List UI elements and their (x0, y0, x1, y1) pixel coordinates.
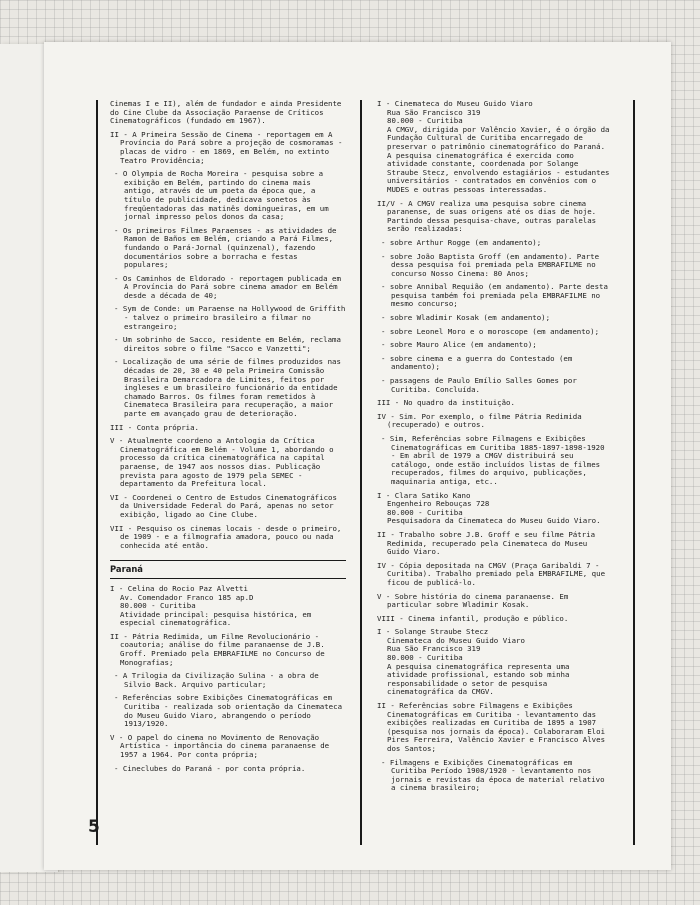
entry-paragraph: I - Celina do Rocio Paz Alvetti Av. Comendador Franco 185 ap.D 80.000 - Curitiba Atividade principal: pesquisa histórica, em especial cinematográfica. (110, 583, 312, 628)
entry-paragraph: IV - Sim. Por exemplo, o filme Pátria Redimida (recuperado) e outros. (377, 411, 582, 430)
center-column-rule (360, 100, 362, 845)
section-heading-parana: Paraná (110, 564, 143, 575)
entry-paragraph: - sobre João Baptista Groff (em andamento). Parte dessa pesquisa foi premiada pela EMBRAFILME no concurso Nosso Cinema: 80 Anos; (381, 251, 600, 278)
entry-paragraph: IV - Cópia depositada na CMGV (Praça Garibaldi 7 - Curitiba). Trabalho premiado pela EMBRAFILME, que ficou de publicá-lo. (377, 560, 606, 587)
entry-paragraph: I - Cinemateca do Museu Guido Viaro Rua São Francisco 319 80.000 - Curitiba A CMGV, dirigida por Valêncio Xavier, é o órgão da Fundação Cultural de Curitiba encarregado de preservar o patrimônio cinematográfico do Paraná. A pesquisa cinematográfica é exercida como atividade constante, coordenada por Solange Straube Stecz, envolvendo estagiários - estudantes universitários - contratados em convênios com o MUDES e outras pessoas interessadas. (377, 99, 610, 194)
entry-paragraph: II - A Primeira Sessão de Cinema - reportagem em A Província do Pará sobre a projeção de cosmoramas - placas de vidro - em 1869, em Belém, no extinto Teatro Providência; (110, 129, 343, 165)
entry-paragraph: II - Pátria Redimida, um Filme Revolucionário - coautoria; análise do filme paranaense de J.B. Groff. Premiado pela EMBRAFILME no Concurso de Monografias; (110, 631, 325, 667)
entry-paragraph: - Localização de uma série de filmes produzidos nas décadas de 20, 30 e 40 pela Primeira Comissão Brasileira Demarcadora de Limites, feitos por ingleses e um brasileiro funcionário da entidade chamado Barros. Os filmes foram remetidos à Cinemateca Brasileira para recuperação, a maior parte em avançado grau de deterioração. (114, 357, 341, 418)
entry-paragraph: I - Solange Straube Stecz Cinemateca do Museu Guido Viaro Rua São Francisco 319 80.000 - Curitiba A pesquisa cinematográfica representa uma atividade profissional, estando sob minha responsabilidade o setor de pesquisa cinematográfica da CMGV. (377, 627, 570, 697)
entry-paragraph: VI - Coordenei o Centro de Estudos Cinematográficos da Universidade Federal do Pará, apenas no setor exibição, ligado ao Cine Clube. (110, 492, 337, 519)
entry-paragraph: - Filmagens e Exibições Cinematográficas em Curitiba Período 1908/1920 - levantamento nos jornais e revistas da época de material relativo a cinema brasileiro; (381, 757, 605, 793)
left-column-rule (96, 100, 98, 845)
document-page (44, 42, 671, 870)
right-column-entries (377, 100, 612, 793)
section-rule-bottom (110, 578, 346, 579)
entry-paragraph: - sobre Annibal Requião (em andamento). Parte desta pesquisa também foi premiada pela EMBRAFILME no mesmo concurso; (381, 282, 608, 309)
entry-paragraph: VIII - Cinema infantil, produção e público. (377, 613, 569, 623)
left-column (110, 100, 346, 778)
entry-paragraph: - sobre Leonel Moro e o moroscope (em andamento); (381, 326, 600, 336)
right-column (377, 100, 612, 798)
entry-paragraph: - Sim, Referências sobre Filmagens e Exibições Cinematográficas em Curitiba 1885-1897-1898-1920 - Em abril de 1979 a CMGV distribuirá seu catálogo, onde estão incluídos listas de filmes recuperados, filmes do arquivo, publicações, maquinaria antiga, etc.. (381, 434, 605, 486)
entry-paragraph: - passagens de Paulo Emílio Salles Gomes por Curitiba. Concluída. (381, 376, 577, 394)
entry-paragraph: V - Sobre história do cinema paranaense. Em particular sobre Wladimir Kosak. (377, 591, 569, 610)
entry-paragraph: V - O papel do cinema no Movimento de Renovação Artística - importância do cinema paranaense de 1957 a 1964. Por conta própria; (110, 732, 330, 759)
page-number: 5 (88, 817, 100, 837)
entry-paragraph: II - Trabalho sobre J.B. Groff e seu filme Pátria Redimida, recuperado pela Cinemateca do Museu Guido Viaro. (377, 529, 596, 557)
left-column-bottom-entries (110, 585, 346, 773)
entry-paragraph: - Um sobrinho de Sacco, residente em Belém, reclama direitos sobre o filme "Sacco e Vanzetti"; (114, 335, 341, 353)
entry-paragraph: - Sym de Conde: um Paraense na Hollywood de Griffith - talvez o primeiro brasileiro a filmar no estrangeiro; (114, 304, 346, 331)
entry-paragraph: V - Atualmente coordeno a Antologia da Crítica Cinematográfica em Belém - Volume 1, abordando o processo da crítica cinematográfica na capital paraense, de 1947 aos nossos dias. Publicação prevista para agosto de 1979 pela SEMEC - departamento da Prefeitura local. (110, 436, 334, 489)
entry-paragraph: Cinemas I e II), além de fundador e ainda Presidente do Cine Clube da Associação Paraense de Críticos Cinematográficos (fundado em 1967). (110, 99, 342, 126)
entry-paragraph: - sobre Wladimir Kosak (em andamento); (381, 313, 551, 323)
entry-paragraph: VII - Pesquiso os cinemas locais - desde o primeiro, de 1909 - e a filmografia amadora, pouco ou nada conhecida até então. (110, 523, 342, 550)
left-column-top-entries (110, 100, 346, 550)
section-rule-top (110, 560, 346, 561)
entry-paragraph: - O Olympia de Rocha Moreira - pesquisa sobre a exibição em Belém, partindo do cinema mais antigo, através de um poeta da época que, a título de publicidade, dedicava sonetos às freqüentadoras das matinês domingueiras, em um jornal impresso pelos donos da casa; (114, 169, 329, 222)
entry-paragraph: - Cineclubes do Paraná - por conta própria. (114, 763, 306, 773)
entry-paragraph: - Os primeiros Filmes Paraenses - as atividades de Ramon de Baños em Belém, criando a Pará Filmes, fundando o Pará-Jornal (quinzenal), fazendo documentários sobre a borracha e festas populares; (114, 225, 337, 270)
entry-paragraph: - A Trilogia da Civilização Sulina - a obra de Silvio Back. Arquivo particular; (114, 671, 319, 689)
entry-paragraph: III - Conta própria. (110, 422, 199, 432)
entry-paragraph: II/V - A CMGV realiza uma pesquisa sobre cinema paranense, de suas origens até os dias de hoje. Partindo dessa pesquisa-chave, outras paralelas serão realizadas: (377, 198, 597, 234)
entry-paragraph: II - Referências sobre Filmagens e Exibições Cinematográficas em Curitiba - levantamento das exibições realizadas em Curitiba de 1895 a 1907 (pesquisa nos jornais da época). Colaboraram Eloi Pires Ferreira, Valêncio Xavier e Francisco Alves dos Santos; (377, 701, 606, 753)
entry-paragraph: I - Clara Satiko Kano Engenheiro Rebouças 728 80.000 - Curitiba Pesquisadora da Cinemateca do Museu Guido Viaro. (377, 490, 601, 526)
entry-paragraph: - sobre Mauro Alice (em andamento); (381, 340, 537, 350)
entry-paragraph: - Referências sobre Exibições Cinematográficas em Curitiba - realizada sob orientação da Cinemateca do Museu Guido Viaro, abrangendo o período 1913/1920. (114, 693, 343, 729)
entry-paragraph: - sobre Arthur Rogge (em andamento); (381, 237, 542, 247)
entry-paragraph: - Os Caminhos de Eldorado - reportagem publicada em A Província do Pará sobre cinema amador em Belém desde a década de 40; (114, 273, 341, 300)
entry-paragraph: - sobre cinema e a guerra do Contestado (em andamento); (381, 353, 573, 372)
right-column-rule (633, 100, 635, 845)
entry-paragraph: III - No quadro da instituição. (377, 398, 515, 408)
